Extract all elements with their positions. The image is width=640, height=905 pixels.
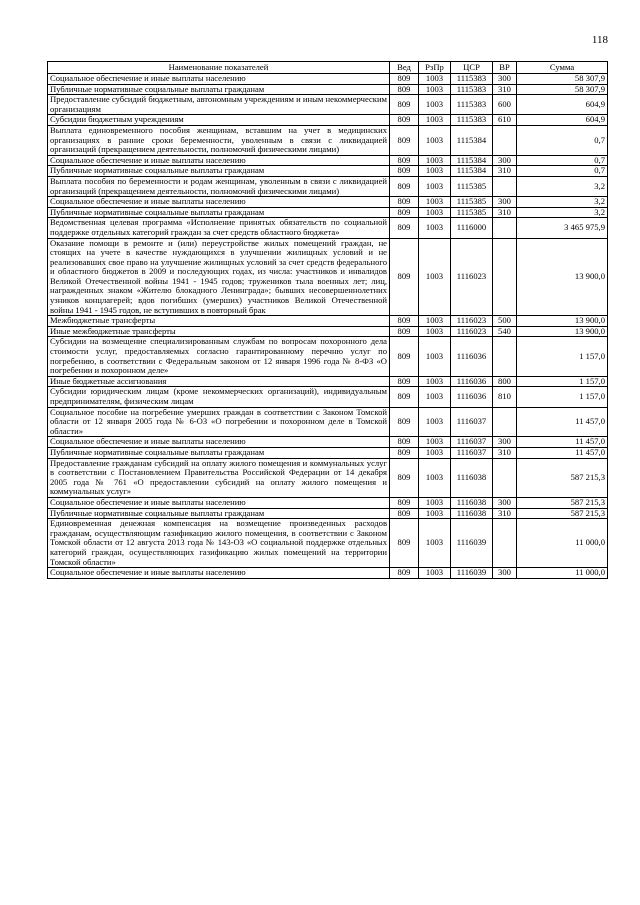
cell-csr: 1116023 xyxy=(451,316,493,327)
cell-name: Предоставление гражданам субсидий на оплату жилого помещения и коммунальных услуг в соответствии с Постановлением Правительства Российской Федерации от 14 декабря 2005 года № 761 «О предоставлении субсидий на оплату жилого помещения и коммунальных услуг» xyxy=(48,458,390,497)
cell-name: Публичные нормативные социальные выплаты гражданам xyxy=(48,84,390,95)
cell-sum: 11 457,0 xyxy=(517,437,608,448)
cell-rzpr: 1003 xyxy=(419,115,451,126)
cell-csr: 1115383 xyxy=(451,74,493,85)
cell-csr: 1115385 xyxy=(451,197,493,208)
cell-csr: 1116038 xyxy=(451,508,493,519)
cell-ved: 809 xyxy=(390,218,419,238)
table-row xyxy=(48,376,608,387)
cell-name: Выплата единовременного пособия женщинам, вставшим на учет в медицинских организациях в ранние сроки беременности, уволенным в связи с ликвидацией организаций (прекращением деятельности, полномочий физическими лицами) xyxy=(48,125,390,155)
cell-vr: 310 xyxy=(493,166,517,177)
cell-rzpr: 1003 xyxy=(419,176,451,196)
column-header-csr: ЦСР xyxy=(451,62,493,74)
cell-csr: 1116037 xyxy=(451,437,493,448)
cell-ved: 809 xyxy=(390,337,419,376)
cell-csr: 1116036 xyxy=(451,387,493,407)
cell-ved: 809 xyxy=(390,508,419,519)
cell-vr xyxy=(493,176,517,196)
cell-vr: 810 xyxy=(493,387,517,407)
cell-ved: 809 xyxy=(390,115,419,126)
table-row xyxy=(48,207,608,218)
cell-sum: 604,9 xyxy=(517,95,608,115)
cell-name: Предоставление субсидий бюджетным, автономным учреждениям и иным некоммерческим организациям xyxy=(48,95,390,115)
cell-name: Субсидии юридическим лицам (кроме некоммерческих организаций), индивидуальным предпринимателям, физическим лицам xyxy=(48,387,390,407)
cell-ved: 809 xyxy=(390,197,419,208)
cell-rzpr: 1003 xyxy=(419,437,451,448)
cell-rzpr: 1003 xyxy=(419,447,451,458)
cell-rzpr: 1003 xyxy=(419,568,451,579)
cell-vr xyxy=(493,125,517,155)
cell-vr xyxy=(493,218,517,238)
cell-ved: 809 xyxy=(390,376,419,387)
cell-rzpr: 1003 xyxy=(419,508,451,519)
cell-name: Выплата пособия по беременности и родам женщинам, уволенным в связи с ликвидацией организаций (прекращением деятельности, полномочий физическими лицами) xyxy=(48,176,390,196)
cell-csr: 1116037 xyxy=(451,407,493,437)
table-row xyxy=(48,95,608,115)
table-row xyxy=(48,447,608,458)
cell-name: Иные бюджетные ассигнования xyxy=(48,376,390,387)
cell-sum: 587 215,3 xyxy=(517,458,608,497)
budget-table xyxy=(47,61,608,579)
cell-vr: 300 xyxy=(493,74,517,85)
cell-rzpr: 1003 xyxy=(419,326,451,337)
cell-rzpr: 1003 xyxy=(419,519,451,568)
cell-rzpr: 1003 xyxy=(419,407,451,437)
cell-ved: 809 xyxy=(390,437,419,448)
cell-sum: 604,9 xyxy=(517,115,608,126)
table-row xyxy=(48,238,608,316)
table-row xyxy=(48,337,608,376)
cell-ved: 809 xyxy=(390,166,419,177)
cell-ved: 809 xyxy=(390,497,419,508)
cell-sum: 58 307,9 xyxy=(517,84,608,95)
cell-vr: 300 xyxy=(493,568,517,579)
cell-vr: 310 xyxy=(493,447,517,458)
cell-name: Публичные нормативные социальные выплаты гражданам xyxy=(48,447,390,458)
cell-rzpr: 1003 xyxy=(419,458,451,497)
cell-rzpr: 1003 xyxy=(419,125,451,155)
table-row xyxy=(48,437,608,448)
cell-rzpr: 1003 xyxy=(419,376,451,387)
cell-csr: 1116036 xyxy=(451,337,493,376)
cell-vr: 800 xyxy=(493,376,517,387)
cell-vr: 300 xyxy=(493,437,517,448)
cell-name: Субсидии бюджетным учреждениям xyxy=(48,115,390,126)
cell-rzpr: 1003 xyxy=(419,337,451,376)
cell-vr: 610 xyxy=(493,115,517,126)
cell-name: Иные межбюджетные трансферты xyxy=(48,326,390,337)
cell-name: Социальное обеспечение и иные выплаты населению xyxy=(48,197,390,208)
cell-csr: 1116023 xyxy=(451,238,493,316)
cell-name: Публичные нормативные социальные выплаты гражданам xyxy=(48,508,390,519)
cell-ved: 809 xyxy=(390,125,419,155)
cell-rzpr: 1003 xyxy=(419,207,451,218)
cell-csr: 1116039 xyxy=(451,568,493,579)
cell-sum: 13 900,0 xyxy=(517,326,608,337)
cell-sum: 11 457,0 xyxy=(517,447,608,458)
cell-sum: 58 307,9 xyxy=(517,74,608,85)
table-row xyxy=(48,155,608,166)
table-row xyxy=(48,84,608,95)
cell-ved: 809 xyxy=(390,155,419,166)
cell-vr: 310 xyxy=(493,207,517,218)
table-row xyxy=(48,407,608,437)
cell-ved: 809 xyxy=(390,84,419,95)
cell-vr: 540 xyxy=(493,326,517,337)
cell-name: Публичные нормативные социальные выплаты гражданам xyxy=(48,207,390,218)
cell-vr: 310 xyxy=(493,84,517,95)
cell-csr: 1116023 xyxy=(451,326,493,337)
table-row xyxy=(48,316,608,327)
cell-ved: 809 xyxy=(390,207,419,218)
cell-csr: 1116038 xyxy=(451,458,493,497)
cell-csr: 1115385 xyxy=(451,176,493,196)
cell-rzpr: 1003 xyxy=(419,166,451,177)
column-header-sum: Сумма xyxy=(517,62,608,74)
column-header-name: Наименование показателей xyxy=(48,62,390,74)
cell-ved: 809 xyxy=(390,568,419,579)
cell-vr xyxy=(493,238,517,316)
cell-csr: 1116000 xyxy=(451,218,493,238)
cell-vr: 300 xyxy=(493,197,517,208)
cell-ved: 809 xyxy=(390,74,419,85)
cell-csr: 1115383 xyxy=(451,95,493,115)
cell-sum: 11 457,0 xyxy=(517,407,608,437)
cell-ved: 809 xyxy=(390,176,419,196)
cell-ved: 809 xyxy=(390,238,419,316)
cell-name: Социальное обеспечение и иные выплаты населению xyxy=(48,497,390,508)
cell-rzpr: 1003 xyxy=(419,155,451,166)
cell-name: Единовременная денежная компенсация на возмещение произведенных расходов гражданам, осуществляющим газификацию жилого помещения, в соответствии с Законом Томской области от 12 августа 2013 года № 143-ОЗ «О социальной поддержке отдельных категорий граждан, осуществляющих газификацию жилых помещений на территории Томской области» xyxy=(48,519,390,568)
cell-name: Социальное обеспечение и иные выплаты населению xyxy=(48,568,390,579)
cell-csr: 1115385 xyxy=(451,207,493,218)
table-row xyxy=(48,218,608,238)
table-row xyxy=(48,387,608,407)
cell-sum: 3,2 xyxy=(517,207,608,218)
cell-csr: 1116036 xyxy=(451,376,493,387)
cell-ved: 809 xyxy=(390,447,419,458)
column-header-vr: ВР xyxy=(493,62,517,74)
cell-name: Социальное пособие на погребение умерших граждан в соответствии с Законом Томской области от 12 января 2005 года № 6-ОЗ «О погребении и похоронном деле в Томской области» xyxy=(48,407,390,437)
cell-ved: 809 xyxy=(390,519,419,568)
table-row xyxy=(48,176,608,196)
cell-sum: 11 000,0 xyxy=(517,568,608,579)
cell-sum: 0,7 xyxy=(517,166,608,177)
cell-sum: 13 900,0 xyxy=(517,316,608,327)
cell-sum: 1 157,0 xyxy=(517,337,608,376)
cell-name: Ведомственная целевая программа «Исполнение принятых обязательств по социальной поддержке отдельных категорий граждан за счет средств областного бюджета» xyxy=(48,218,390,238)
cell-sum: 3,2 xyxy=(517,176,608,196)
table-row xyxy=(48,568,608,579)
cell-rzpr: 1003 xyxy=(419,74,451,85)
cell-vr xyxy=(493,519,517,568)
table-row xyxy=(48,115,608,126)
cell-csr: 1116038 xyxy=(451,497,493,508)
cell-name: Социальное обеспечение и иные выплаты населению xyxy=(48,155,390,166)
table-body xyxy=(48,74,608,579)
page-number: 118 xyxy=(591,34,608,46)
cell-name: Социальное обеспечение и иные выплаты населению xyxy=(48,74,390,85)
table-row xyxy=(48,458,608,497)
table-row xyxy=(48,497,608,508)
cell-rzpr: 1003 xyxy=(419,218,451,238)
table-row xyxy=(48,508,608,519)
cell-rzpr: 1003 xyxy=(419,238,451,316)
cell-ved: 809 xyxy=(390,95,419,115)
cell-ved: 809 xyxy=(390,316,419,327)
cell-sum: 587 215,3 xyxy=(517,497,608,508)
cell-rzpr: 1003 xyxy=(419,497,451,508)
cell-ved: 809 xyxy=(390,407,419,437)
cell-name: Социальное обеспечение и иные выплаты населению xyxy=(48,437,390,448)
cell-rzpr: 1003 xyxy=(419,95,451,115)
cell-name: Публичные нормативные социальные выплаты гражданам xyxy=(48,166,390,177)
cell-ved: 809 xyxy=(390,387,419,407)
table-row xyxy=(48,326,608,337)
table-row xyxy=(48,197,608,208)
cell-vr: 600 xyxy=(493,95,517,115)
column-header-rzpr: РзПр xyxy=(419,62,451,74)
cell-sum: 11 000,0 xyxy=(517,519,608,568)
cell-name: Межбюджетные трансферты xyxy=(48,316,390,327)
cell-name: Субсидии на возмещение специализированным службам по вопросам похоронного дела стоимости услуг, предоставляемых согласно гарантированному перечню услуг по погребению, в соответствии с Федеральным законом от 12 января 1996 года № 8-ФЗ «О погребении и похоронном деле» xyxy=(48,337,390,376)
cell-sum: 13 900,0 xyxy=(517,238,608,316)
table-row xyxy=(48,519,608,568)
table-row xyxy=(48,74,608,85)
cell-vr: 300 xyxy=(493,155,517,166)
cell-vr xyxy=(493,458,517,497)
table-row xyxy=(48,125,608,155)
cell-sum: 0,7 xyxy=(517,125,608,155)
cell-csr: 1116037 xyxy=(451,447,493,458)
cell-csr: 1116039 xyxy=(451,519,493,568)
cell-vr xyxy=(493,407,517,437)
cell-sum: 587 215,3 xyxy=(517,508,608,519)
column-header-ved: Вед xyxy=(390,62,419,74)
cell-csr: 1115384 xyxy=(451,125,493,155)
cell-ved: 809 xyxy=(390,326,419,337)
cell-csr: 1115384 xyxy=(451,166,493,177)
cell-rzpr: 1003 xyxy=(419,316,451,327)
table-row xyxy=(48,166,608,177)
cell-vr: 310 xyxy=(493,508,517,519)
cell-csr: 1115383 xyxy=(451,115,493,126)
cell-rzpr: 1003 xyxy=(419,387,451,407)
cell-csr: 1115384 xyxy=(451,155,493,166)
cell-rzpr: 1003 xyxy=(419,84,451,95)
cell-vr xyxy=(493,337,517,376)
cell-vr: 500 xyxy=(493,316,517,327)
cell-sum: 1 157,0 xyxy=(517,387,608,407)
cell-vr: 300 xyxy=(493,497,517,508)
cell-name: Оказание помощи в ремонте и (или) переустройстве жилых помещений граждан, не стоящих на учете в качестве нуждающихся в улучшении жилищных условий и не реализовавших свое право на улучшение жилищных условий за счет средств федерального и областного бюджетов в 2009 и последующих годах, из числа: участников и инвалидов Великой Отечественной войны 1941 - 1945 годов; тружеников тыла военных лет; лиц, награжденных знаком «Жителю блокадного Ленинграда»; бывших несовершеннолетних узников концлагерей; вдов погибших (умерших) участников Великой Отечественной войны 1941 - 1945 годов, не вступивших в повторный брак xyxy=(48,238,390,316)
cell-csr: 1115383 xyxy=(451,84,493,95)
cell-sum: 1 157,0 xyxy=(517,376,608,387)
cell-sum: 3 465 975,9 xyxy=(517,218,608,238)
cell-sum: 3,2 xyxy=(517,197,608,208)
cell-sum: 0,7 xyxy=(517,155,608,166)
cell-rzpr: 1003 xyxy=(419,197,451,208)
cell-ved: 809 xyxy=(390,458,419,497)
table-header-row xyxy=(48,62,608,74)
